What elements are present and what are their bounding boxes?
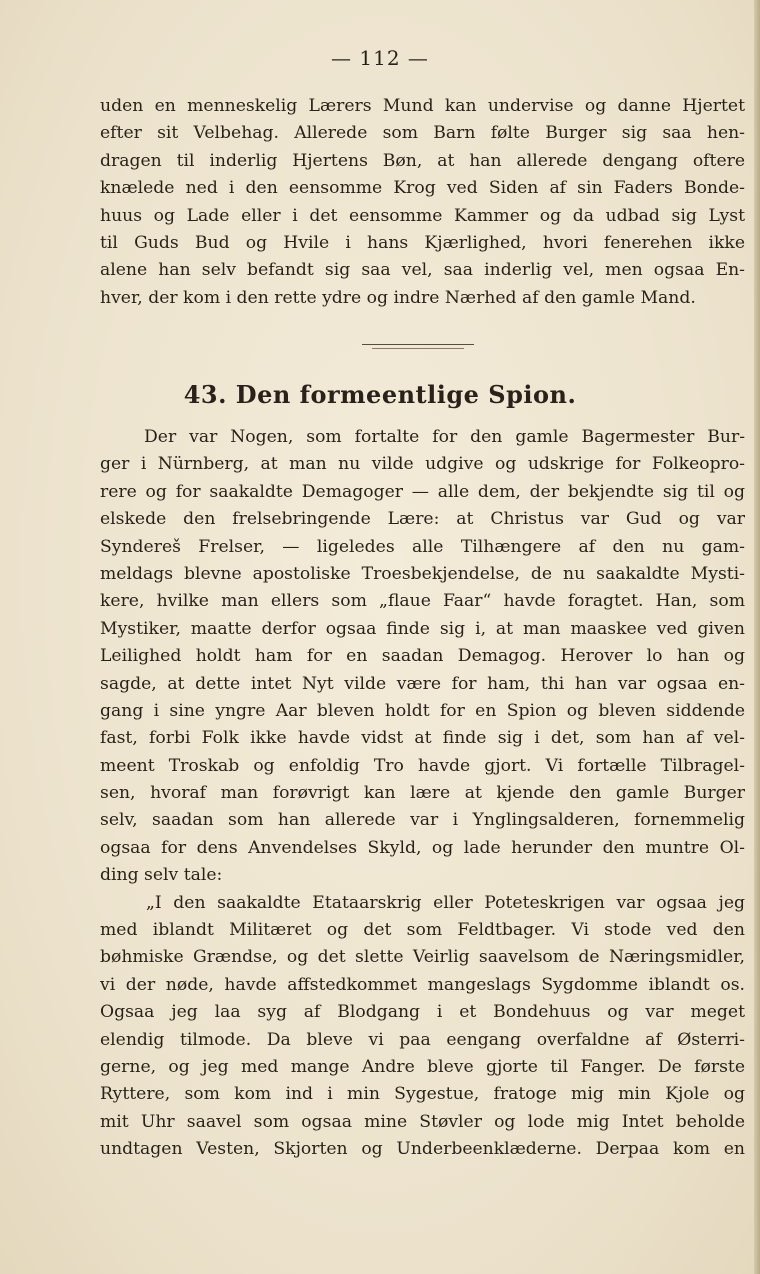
text-line: til Guds Bud og Hvile i hans Kjærlighed, hvori fenerehen ikke <box>100 232 745 253</box>
text-line: undtagen Vesten, Skjorten og Underbeenklæderne. Derpaa kom en <box>100 1139 745 1160</box>
text-line: hver, der kom i den rette ydre og indre Nærhed af den gamle Mand. <box>100 287 696 308</box>
text-line: dragen til inderlig Hjertens Bøn, at han allerede dengang oftere <box>100 150 745 171</box>
text-line: meent Troskab og enfoldig Tro havde gjort. Vi fortælle Tilbragel- <box>100 755 745 776</box>
section-divider-inner <box>372 348 464 349</box>
text-line: bøhmiske Grændse, og det slette Veirlig saavelsom de Næringsmidler, <box>100 947 745 968</box>
text-line: Mystiker, maatte derfor ogsaa finde sig i, at man maaskee ved given <box>100 618 745 639</box>
paragraph-2 <box>100 424 745 1164</box>
text-line: Ryttere, som kom ind i min Sygestue, fratoge mig min Kjole og <box>100 1084 745 1105</box>
text-line: gerne, og jeg med mange Andre bleve gjorte til Fanger. De første <box>100 1056 745 1077</box>
text-line: kere, hvilke man ellers som „flaue Faar“ havde foragtet. Han, som <box>100 591 745 612</box>
text-line: huus og Lade eller i det eensomme Kammer og da udbad sig Lyst <box>100 205 745 226</box>
section-divider <box>362 344 474 345</box>
text-line: ger i Nürnberg, at man nu vilde udgive og udskrige for Folkeopro- <box>100 454 745 475</box>
text-line: ogsaa for dens Anvendelses Skyld, og lade herunder den muntre Ol- <box>100 837 745 858</box>
text-line: knælede ned i den eensomme Krog ved Siden af sin Faders Bonde- <box>100 178 745 199</box>
chapter-heading: 43. Den formeentlige Spion. <box>183 380 577 409</box>
text-line: selv, saadan som han allerede var i Ynglingsalderen, fornemmelig <box>100 810 745 831</box>
text-line: mit Uhr saavel som ogsaa mine Støvler og lode mig Intet beholde <box>100 1111 745 1132</box>
text-line: uden en menneskelig Lærers Mund kan undervise og danne Hjertet <box>100 96 745 116</box>
text-line: efter sit Velbehag. Allerede som Barn følte Burger sig saa hen- <box>100 123 745 144</box>
text-line: rere og for saakaldte Demagoger — alle dem, der bekjendte sig til og <box>100 481 745 502</box>
text-line: Der var Nogen, som fortalte for den gamle Bagermester Bur- <box>144 427 745 447</box>
paragraph-1 <box>100 93 745 312</box>
text-line: elendig tilmode. Da bleve vi paa eengang overfaldne af Østerri- <box>100 1029 745 1050</box>
text-line: alene han selv befandt sig saa vel, saa inderlig vel, men ogsaa En- <box>100 260 745 281</box>
page-edge <box>754 0 760 1274</box>
text-line: meldags blevne apostoliske Troesbekjendelse, de nu saakaldte Mysti- <box>100 563 745 584</box>
text-line: „I den saakaldte Etataarskrig eller Poteteskrigen var ogsaa jeg <box>146 892 745 913</box>
text-line: vi der nøde, havde affstedkommet mangeslags Sygdomme iblandt os. <box>100 974 745 995</box>
text-line: med iblandt Militæret og det som Feldtbager. Vi stode ved den <box>100 920 745 941</box>
text-line: elskede den frelsebringende Lære: at Christus var Gud og var <box>100 509 745 530</box>
page-number: — 112 — <box>331 46 429 70</box>
text-line: Ogsaa jeg laa syg af Blodgang i et Bondehuus og var meget <box>100 1002 745 1023</box>
text-line: Leilighed holdt ham for en saadan Demagog. Herover lo han og <box>100 646 745 667</box>
text-line: Syndereš Frelser, — ligeledes alle Tilhængere af den nu gam- <box>100 536 745 557</box>
text-line: sagde, at dette intet Nyt vilde være for ham, thi han var ogsaa en- <box>100 673 745 694</box>
text-line: fast, forbi Folk ikke havde vidst at finde sig i det, som han af vel- <box>100 728 745 749</box>
text-line: ding selv tale: <box>100 865 223 886</box>
text-line: sen, hvoraf man forøvrigt kan lære at kjende den gamle Burger <box>100 783 745 804</box>
text-line: gang i sine yngre Aar bleven holdt for en Spion og bleven siddende <box>100 700 745 721</box>
